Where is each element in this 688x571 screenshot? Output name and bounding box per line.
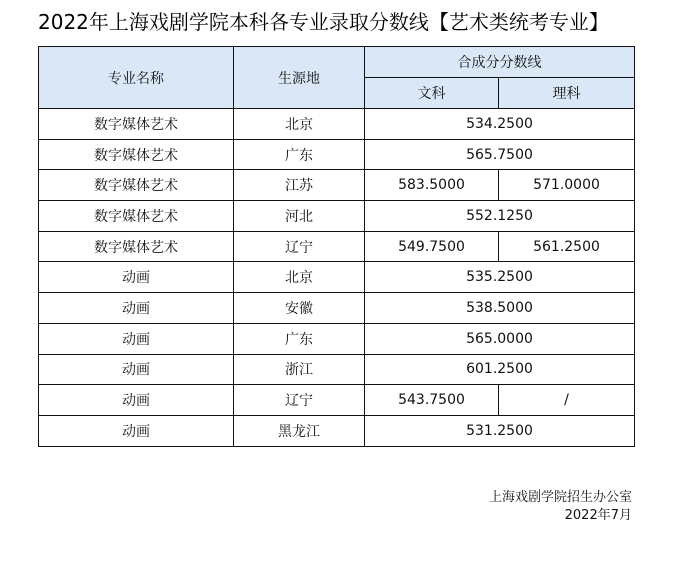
cell-major: 数字媒体艺术 [39, 201, 234, 232]
admission-score-table [38, 46, 635, 447]
cell-major: 数字媒体艺术 [39, 109, 234, 140]
cell-combined-score: 565.0000 [365, 323, 635, 354]
header-origin: 生源地 [234, 47, 365, 109]
cell-origin: 安徽 [234, 293, 365, 324]
cell-origin: 广东 [234, 139, 365, 170]
cell-combined-score: 531.2500 [365, 415, 635, 446]
cell-major: 动画 [39, 354, 234, 385]
table-row [39, 323, 635, 354]
cell-liberal-score: 583.5000 [365, 170, 499, 201]
cell-major: 动画 [39, 262, 234, 293]
cell-major: 动画 [39, 293, 234, 324]
cell-combined-score: 534.2500 [365, 109, 635, 140]
footer [489, 489, 632, 525]
header-major: 专业名称 [39, 47, 234, 109]
table-row [39, 109, 635, 140]
footer-date: 2022年7月 [564, 508, 632, 523]
cell-origin: 黑龙江 [234, 415, 365, 446]
cell-origin: 江苏 [234, 170, 365, 201]
cell-combined-score: 538.5000 [365, 293, 635, 324]
cell-origin: 北京 [234, 262, 365, 293]
footer-office: 上海戏剧学院招生办公室 [488, 490, 632, 505]
cell-combined-score: 601.2500 [365, 354, 635, 385]
cell-combined-score: 552.1250 [365, 201, 635, 232]
cell-major: 数字媒体艺术 [39, 231, 234, 262]
cell-liberal-score: 549.7500 [365, 231, 499, 262]
cell-major: 动画 [39, 415, 234, 446]
table-row [39, 201, 635, 232]
table-row [39, 293, 635, 324]
table-row [39, 139, 635, 170]
cell-science-score: 571.0000 [499, 170, 635, 201]
table-row [39, 354, 635, 385]
table-header [39, 47, 635, 109]
header-liberal-arts: 文科 [365, 78, 499, 109]
header-science: 理科 [499, 78, 635, 109]
table-row [39, 170, 635, 201]
cell-origin: 广东 [234, 323, 365, 354]
cell-origin: 河北 [234, 201, 365, 232]
table-body [39, 109, 635, 447]
cell-science-score: 561.2500 [499, 231, 635, 262]
cell-combined-score: 535.2500 [365, 262, 635, 293]
page-title: 2022年上海戏剧学院本科各专业录取分数线【艺术类统考专业】 [38, 10, 609, 34]
table-row [39, 385, 635, 416]
cell-origin: 辽宁 [234, 385, 365, 416]
cell-major: 数字媒体艺术 [39, 139, 234, 170]
cell-major: 动画 [39, 385, 234, 416]
cell-origin: 辽宁 [234, 231, 365, 262]
cell-liberal-score: 543.7500 [365, 385, 499, 416]
cell-origin: 浙江 [234, 354, 365, 385]
cell-science-score: / [499, 385, 635, 416]
cell-major: 数字媒体艺术 [39, 170, 234, 201]
table-row [39, 415, 635, 446]
table-row [39, 231, 635, 262]
cell-major: 动画 [39, 323, 234, 354]
table-row [39, 262, 635, 293]
cell-origin: 北京 [234, 109, 365, 140]
header-score-group: 合成分分数线 [365, 47, 635, 78]
cell-combined-score: 565.7500 [365, 139, 635, 170]
